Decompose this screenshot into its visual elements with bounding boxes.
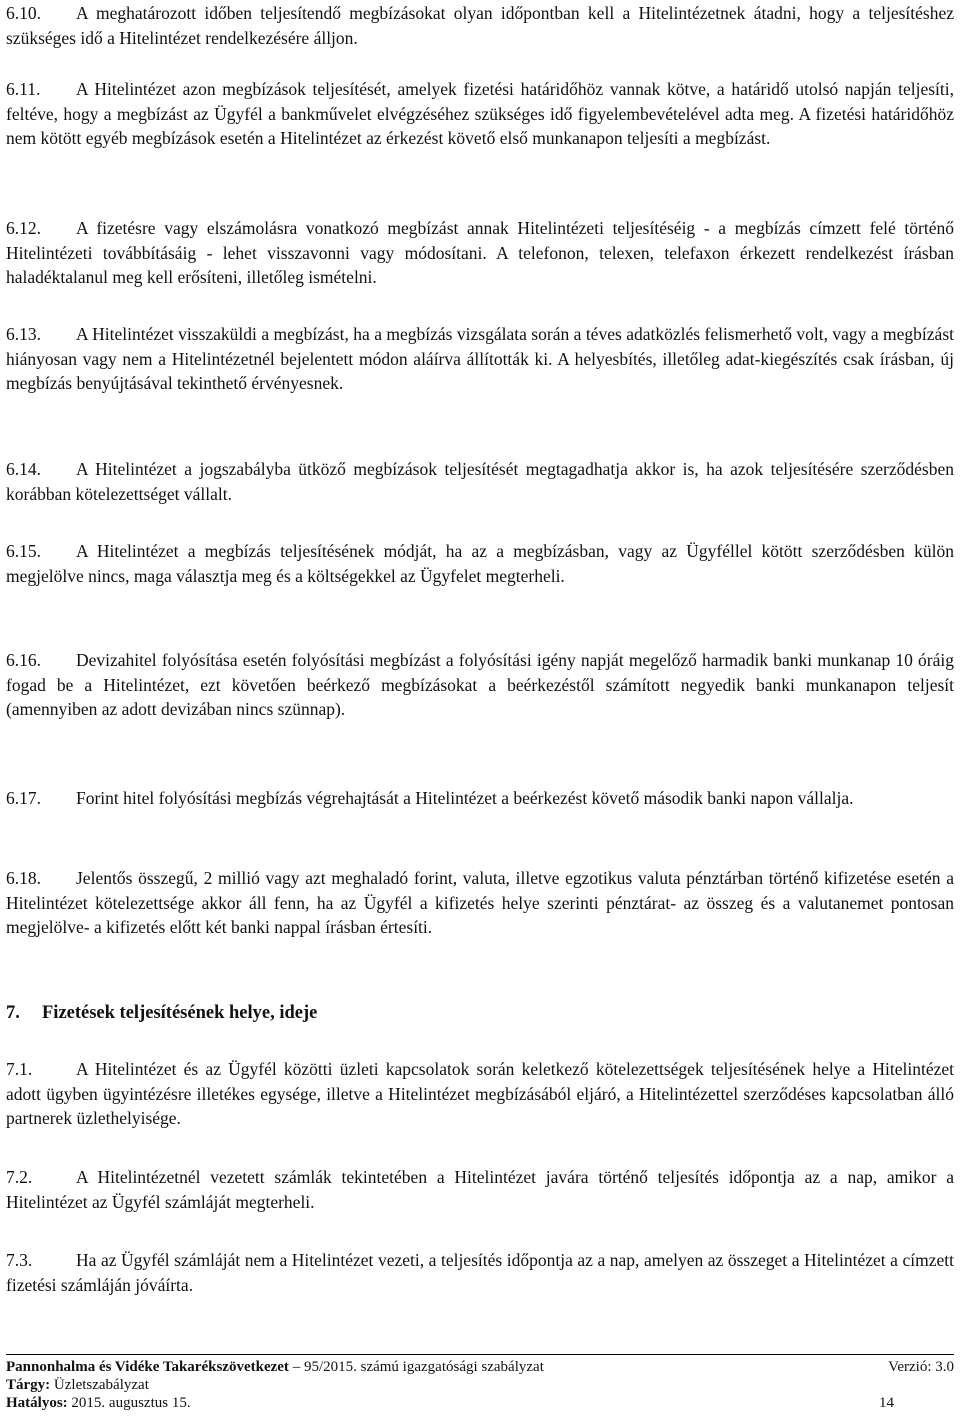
footer-row-3 (6, 1394, 954, 1412)
footer-org-line: Pannonhalma és Vidéke Takarékszövetkezet – 95/2015. számú igazgatósági szabályzat (6, 1359, 544, 1375)
section-7-heading: 7. Fizetések teljesítésének helye, ideje (6, 1003, 318, 1023)
footer-row-2 (6, 1376, 954, 1394)
footer-divider (6, 1354, 954, 1355)
footer-version: Verzió: 3.0 (888, 1359, 954, 1375)
paragraph-6-11: 6.11. A Hitelintézet azon megbízások teljesítését, amelyek fizetési határidőhöz vannak kötve, a határidő utolsó napján teljesíti, feltéve, hogy a megbízást az Ügyfél a bankművelet elvégzéséhez szükséges idő figyelembevételével adta meg. A fizetési határidőhöz nem kötött egyéb megbízások esetén a Hitelintézet az érkezést követő első munkanapon teljesíti a megbízást. (6, 79, 954, 148)
paragraph-6-10: 6.10. A meghatározott időben teljesítendő megbízásokat olyan időpontban kell a Hitelintézetnek átadni, hogy a teljesítéshez szükséges idő a Hitelintézet rendelkezésére álljon. (6, 3, 954, 48)
footer-effective: Hatályos: 2015. augusztus 15. (6, 1395, 191, 1411)
page-footer (6, 1358, 954, 1412)
page-number: 14 (879, 1395, 894, 1411)
paragraph-7-3: 7.3. Ha az Ügyfél számláját nem a Hitelintézet vezeti, a teljesítés időpontja az a nap, amelyen az összeget a Hitelintézet a címzett fizetési számláján jóváírta. (6, 1250, 954, 1295)
paragraph-7-1: 7.1. A Hitelintézet és az Ügyfél közötti üzleti kapcsolatok során keletkező kötelezettségek teljesítésének helye a Hitelintézet adott ügyben ügyintézésre illetékes egysége, illetve a Hitelintézet megbízásából eljáró, a Hitelintézettel szerződéses kapcsolatban álló partnerek üzlethelyisége. (6, 1059, 954, 1128)
paragraph-6-16: 6.16. Devizahitel folyósítása esetén folyósítási megbízást a folyósítási igény napját megelőző harmadik banki munkanap 10 óráig fogad be a Hitelintézet, ezt követően beérkező megbízásokat a beérkezéstől számított negyedik banki munkanapon teljesít (amennyiben az adott devizában nincs szünnap). (6, 650, 954, 719)
paragraph-6-15: 6.15. A Hitelintézet a megbízás teljesítésének módját, ha az a megbízásban, vagy az Ügyféllel kötött szerződésben külön megjelölve nincs, maga választja meg és a költségekkel az Ügyfelet megterheli. (6, 541, 954, 586)
paragraph-6-13: 6.13. A Hitelintézet visszaküldi a megbízást, ha a megbízás vizsgálata során a téves adatközlés felismerhető volt, vagy a megbízást hiányosan vagy nem a Hitelintézetnél bejelentett módon aláírva állították ki. A helyesbítés, illetőleg adat-kiegészítés csak írásban, új megbízás benyújtásával tekinthető érvényesnek. (6, 324, 954, 393)
paragraph-6-12: 6.12. A fizetésre vagy elszámolásra vonatkozó megbízást annak Hitelintézeti teljesítéséig - a megbízás címzett felé történő Hitelintézeti továbbításáig - lehet visszavonni vagy módosítani. A telefonon, telexen, telefaxon érkezett rendelkezést írásban haladéktalanul meg kell erősíteni, illetőleg ismételni. (6, 218, 954, 287)
paragraph-7-2: 7.2. A Hitelintézetnél vezetett számlák tekintetében a Hitelintézet javára történő teljesítés időpontja az a nap, amikor a Hitelintézet az Ügyfél számláját megterheli. (6, 1167, 954, 1212)
paragraph-6-14: 6.14. A Hitelintézet a jogszabályba ütköző megbízások teljesítését megtagadhatja akkor is, ha azok teljesítésére szerződésben korábban kötelezettséget vállalt. (6, 459, 954, 504)
paragraph-6-18: 6.18. Jelentős összegű, 2 millió vagy azt meghaladó forint, valuta, illetve egzotikus valuta pénztárban történő kifizetése esetén a Hitelintézet kötelezettsége akkor áll fenn, ha az Ügyfél a kifizetés helye szerinti pénztárat- az összeg és a valutanemet pontosan megjelölve- a kifizetés előtt két banki nappal írásban értesíti. (6, 868, 954, 937)
paragraph-6-17: 6.17. Forint hitel folyósítási megbízás végrehajtását a Hitelintézet a beérkezést követő második banki napon vállalja. (6, 788, 854, 808)
footer-row-1 (6, 1358, 954, 1376)
footer-subject: Tárgy: Üzletszabályzat (6, 1377, 149, 1393)
